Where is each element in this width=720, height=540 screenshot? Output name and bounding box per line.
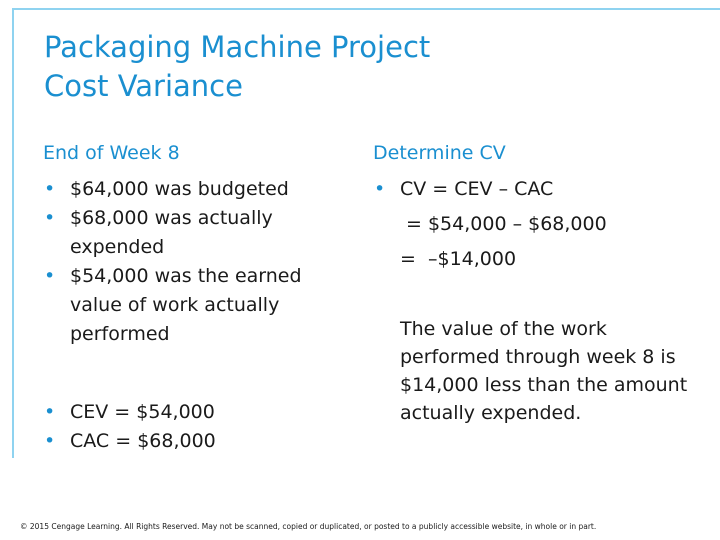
left-column-heading: End of Week 8 [43,142,180,164]
top-border-line [12,8,720,10]
cv-calculation-step: = $54,000 – $68,000 [406,213,607,235]
list-item: • $54,000 was the earned value of work actually performed [43,262,333,349]
right-bullet-list [373,175,693,204]
cv-conclusion-text: The value of the work performed through week 8 is $14,000 less than the amount actually expended. [400,318,688,424]
bullet-icon: • [374,178,386,200]
list-item: • $64,000 was budgeted [43,175,333,204]
list-item: • CEV = $54,000 [43,398,333,427]
title-line-2: Cost Variance [44,69,243,103]
cv-result: = –$14,000 [400,248,517,270]
title-line-1: Packaging Machine Project [44,30,431,64]
bullet-icon: • [44,178,56,200]
slide-title [44,28,684,106]
list-item: • $68,000 was actually expended [43,204,333,262]
bullet-icon: • [44,207,56,229]
cv-formula: CV = CEV – CAC [400,178,554,200]
left-variable-list [43,398,333,456]
list-item [373,175,693,204]
copyright-footer: © 2015 Cengage Learning. All Rights Reserved. May not be scanned, copied or duplicated, or posted to a publicly accessible website, in whole or in part. [20,522,597,531]
right-column-heading: Determine CV [373,142,506,164]
list-item: • CAC = $68,000 [43,427,333,456]
bullet-icon: • [44,265,56,287]
bullet-icon: • [44,430,56,452]
left-bullet-list [43,175,333,349]
bullet-icon: • [44,401,56,423]
left-border-line [12,8,14,458]
